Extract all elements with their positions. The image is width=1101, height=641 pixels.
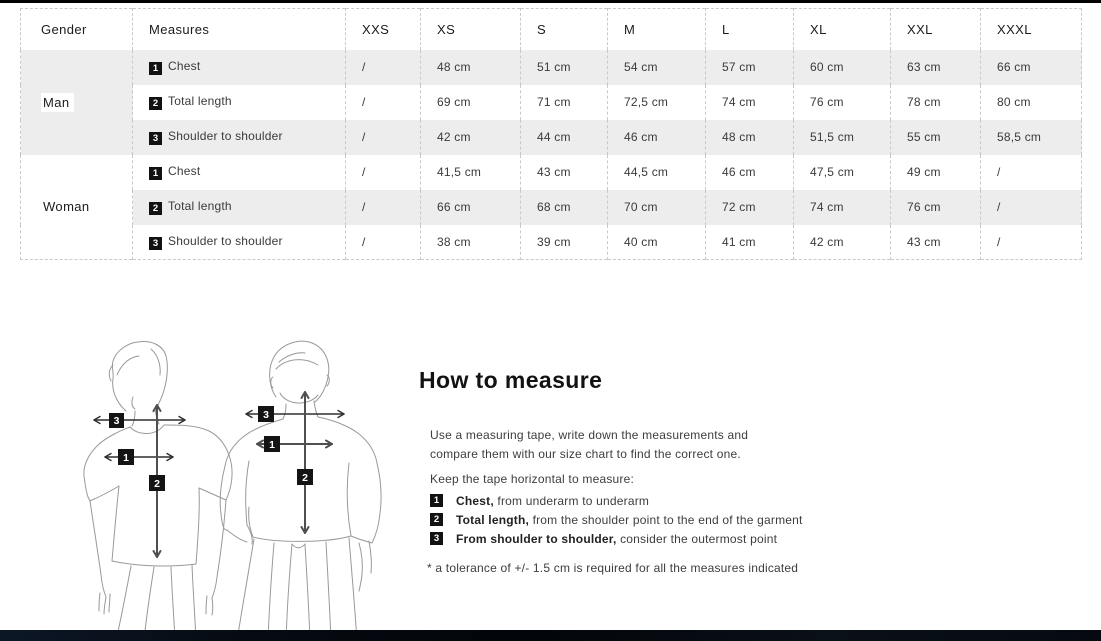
length-badge-left-figure: [149, 475, 165, 491]
size-value-cell: 68 cm: [521, 190, 608, 225]
size-value-cell: 51,5 cm: [794, 120, 891, 155]
length-badge-right-figure: [297, 469, 313, 485]
size-value-cell: 43 cm: [891, 225, 981, 260]
size-value-cell: 66 cm: [421, 190, 521, 225]
step-number-badge: 3: [430, 532, 443, 545]
svg-text:1: 1: [269, 439, 275, 451]
measurement-figures-illustration: [75, 335, 385, 641]
top-border-bar: [0, 0, 1101, 3]
measure-cell: [133, 190, 346, 225]
size-value-cell: 54 cm: [608, 50, 706, 85]
intro-line-1: Use a measuring tape, write down the measurements and: [430, 428, 749, 442]
size-value-cell: 43 cm: [521, 155, 608, 190]
size-value-cell: 48 cm: [706, 120, 794, 155]
intro-text: [430, 426, 909, 463]
size-value-cell: 51 cm: [521, 50, 608, 85]
size-value-cell: 40 cm: [608, 225, 706, 260]
measure-label: Chest: [168, 164, 201, 178]
row-woman-shoulder: [21, 225, 1082, 260]
size-value-cell: /: [346, 225, 421, 260]
size-value-cell: /: [346, 155, 421, 190]
measure-cell: [133, 50, 346, 85]
size-value-cell: 74 cm: [794, 190, 891, 225]
measure-steps-list: [430, 494, 909, 546]
column-header-s: S: [521, 9, 608, 50]
column-header-xxs: XXS: [346, 9, 421, 50]
size-value-cell: 38 cm: [421, 225, 521, 260]
svg-text:2: 2: [302, 472, 308, 484]
size-value-cell: 72 cm: [706, 190, 794, 225]
shoulder-arrow-left-figure: [94, 417, 185, 424]
measure-number-badge: 2: [149, 97, 162, 110]
svg-text:2: 2: [154, 478, 160, 490]
size-value-cell: 58,5 cm: [981, 120, 1082, 155]
column-header-xs: XS: [421, 9, 521, 50]
column-header-xxl: XXL: [891, 9, 981, 50]
size-value-cell: 47,5 cm: [794, 155, 891, 190]
size-value-cell: /: [981, 225, 1082, 260]
row-man-shoulder: [21, 120, 1082, 155]
measure-number-badge: 1: [149, 167, 162, 180]
measure-label: Shoulder to shoulder: [168, 233, 283, 248]
table-header-row: [21, 9, 1082, 50]
row-man-chest: [21, 50, 1082, 85]
size-value-cell: /: [981, 155, 1082, 190]
row-man-total-length: [21, 85, 1082, 120]
column-header-measures: Measures: [133, 9, 346, 50]
gender-cell-man: [21, 50, 133, 155]
size-value-cell: 69 cm: [421, 85, 521, 120]
size-value-cell: 76 cm: [794, 85, 891, 120]
size-value-cell: 41 cm: [706, 225, 794, 260]
column-header-xl: XL: [794, 9, 891, 50]
step-number-badge: 1: [430, 494, 443, 507]
size-value-cell: 66 cm: [981, 50, 1082, 85]
size-value-cell: 49 cm: [891, 155, 981, 190]
shoulder-badge-right-figure: [258, 406, 274, 422]
step-text: Chest, from underarm to underarm: [456, 494, 650, 509]
size-value-cell: 44,5 cm: [608, 155, 706, 190]
tolerance-note: * a tolerance of +/- 1.5 cm is required for all the measures indicated: [427, 561, 799, 576]
gender-label: Man: [41, 93, 74, 112]
size-value-cell: 70 cm: [608, 190, 706, 225]
row-woman-chest: [21, 155, 1082, 190]
size-value-cell: 72,5 cm: [608, 85, 706, 120]
column-header-gender: Gender: [21, 9, 133, 50]
shoulder-badge-left-figure: [109, 413, 124, 428]
size-value-cell: 78 cm: [891, 85, 981, 120]
chest-badge-left-figure: [118, 449, 134, 465]
svg-text:1: 1: [123, 452, 129, 464]
step-chest: [430, 494, 909, 508]
size-value-cell: 42 cm: [794, 225, 891, 260]
intro-line-2: compare them with our size chart to find the correct one.: [430, 446, 741, 461]
measure-label: Shoulder to shoulder: [168, 129, 283, 143]
step-text: Total length, from the shoulder point to the end of the garment: [456, 513, 803, 528]
row-woman-total-length: [21, 190, 1082, 225]
measure-cell: [133, 120, 346, 155]
length-arrow-right-figure: [302, 392, 309, 533]
size-value-cell: 55 cm: [891, 120, 981, 155]
svg-text:3: 3: [263, 409, 269, 421]
size-value-cell: /: [346, 50, 421, 85]
size-value-cell: /: [346, 120, 421, 155]
measure-number-badge: 2: [149, 202, 162, 215]
step-text: From shoulder to shoulder, consider the outermost point: [456, 532, 778, 547]
size-value-cell: /: [981, 190, 1082, 225]
size-value-cell: 39 cm: [521, 225, 608, 260]
measure-cell: [133, 85, 346, 120]
size-chart-table: [20, 8, 1082, 260]
gender-label: Woman: [41, 197, 94, 216]
how-to-measure-section: [419, 367, 909, 575]
measure-cell: [133, 225, 346, 260]
sweatshirt-figure-drawing: [220, 341, 381, 641]
bottom-border-bar: [0, 630, 1101, 641]
column-header-l: L: [706, 9, 794, 50]
column-header-m: M: [608, 9, 706, 50]
measure-cell: [133, 155, 346, 190]
size-value-cell: /: [346, 190, 421, 225]
step-total-length: [430, 513, 909, 527]
step-shoulder: [430, 532, 909, 546]
measure-number-badge: 1: [149, 62, 162, 75]
measure-label: Total length: [168, 199, 232, 213]
size-value-cell: 42 cm: [421, 120, 521, 155]
size-value-cell: 48 cm: [421, 50, 521, 85]
svg-text:3: 3: [113, 415, 120, 427]
size-value-cell: /: [346, 85, 421, 120]
measure-number-badge: 3: [149, 237, 162, 250]
chest-badge-right-figure: [264, 436, 280, 452]
gender-cell-woman: [21, 155, 133, 260]
measure-label: Total length: [168, 94, 232, 108]
measure-label: Chest: [168, 59, 201, 73]
size-value-cell: 74 cm: [706, 85, 794, 120]
size-value-cell: 76 cm: [891, 190, 981, 225]
size-value-cell: 44 cm: [521, 120, 608, 155]
size-value-cell: 63 cm: [891, 50, 981, 85]
size-value-cell: 60 cm: [794, 50, 891, 85]
size-value-cell: 80 cm: [981, 85, 1082, 120]
size-value-cell: 46 cm: [706, 155, 794, 190]
column-header-xxxl: XXXL: [981, 9, 1082, 50]
section-title: How to measure: [419, 367, 603, 393]
chest-arrow-left-figure: [105, 454, 173, 461]
size-value-cell: 71 cm: [521, 85, 608, 120]
step-number-badge: 2: [430, 513, 443, 526]
measure-number-badge: 3: [149, 132, 162, 145]
size-value-cell: 41,5 cm: [421, 155, 521, 190]
size-value-cell: 46 cm: [608, 120, 706, 155]
size-value-cell: 57 cm: [706, 50, 794, 85]
keep-tape-label: Keep the tape horizontal to measure:: [430, 472, 634, 487]
